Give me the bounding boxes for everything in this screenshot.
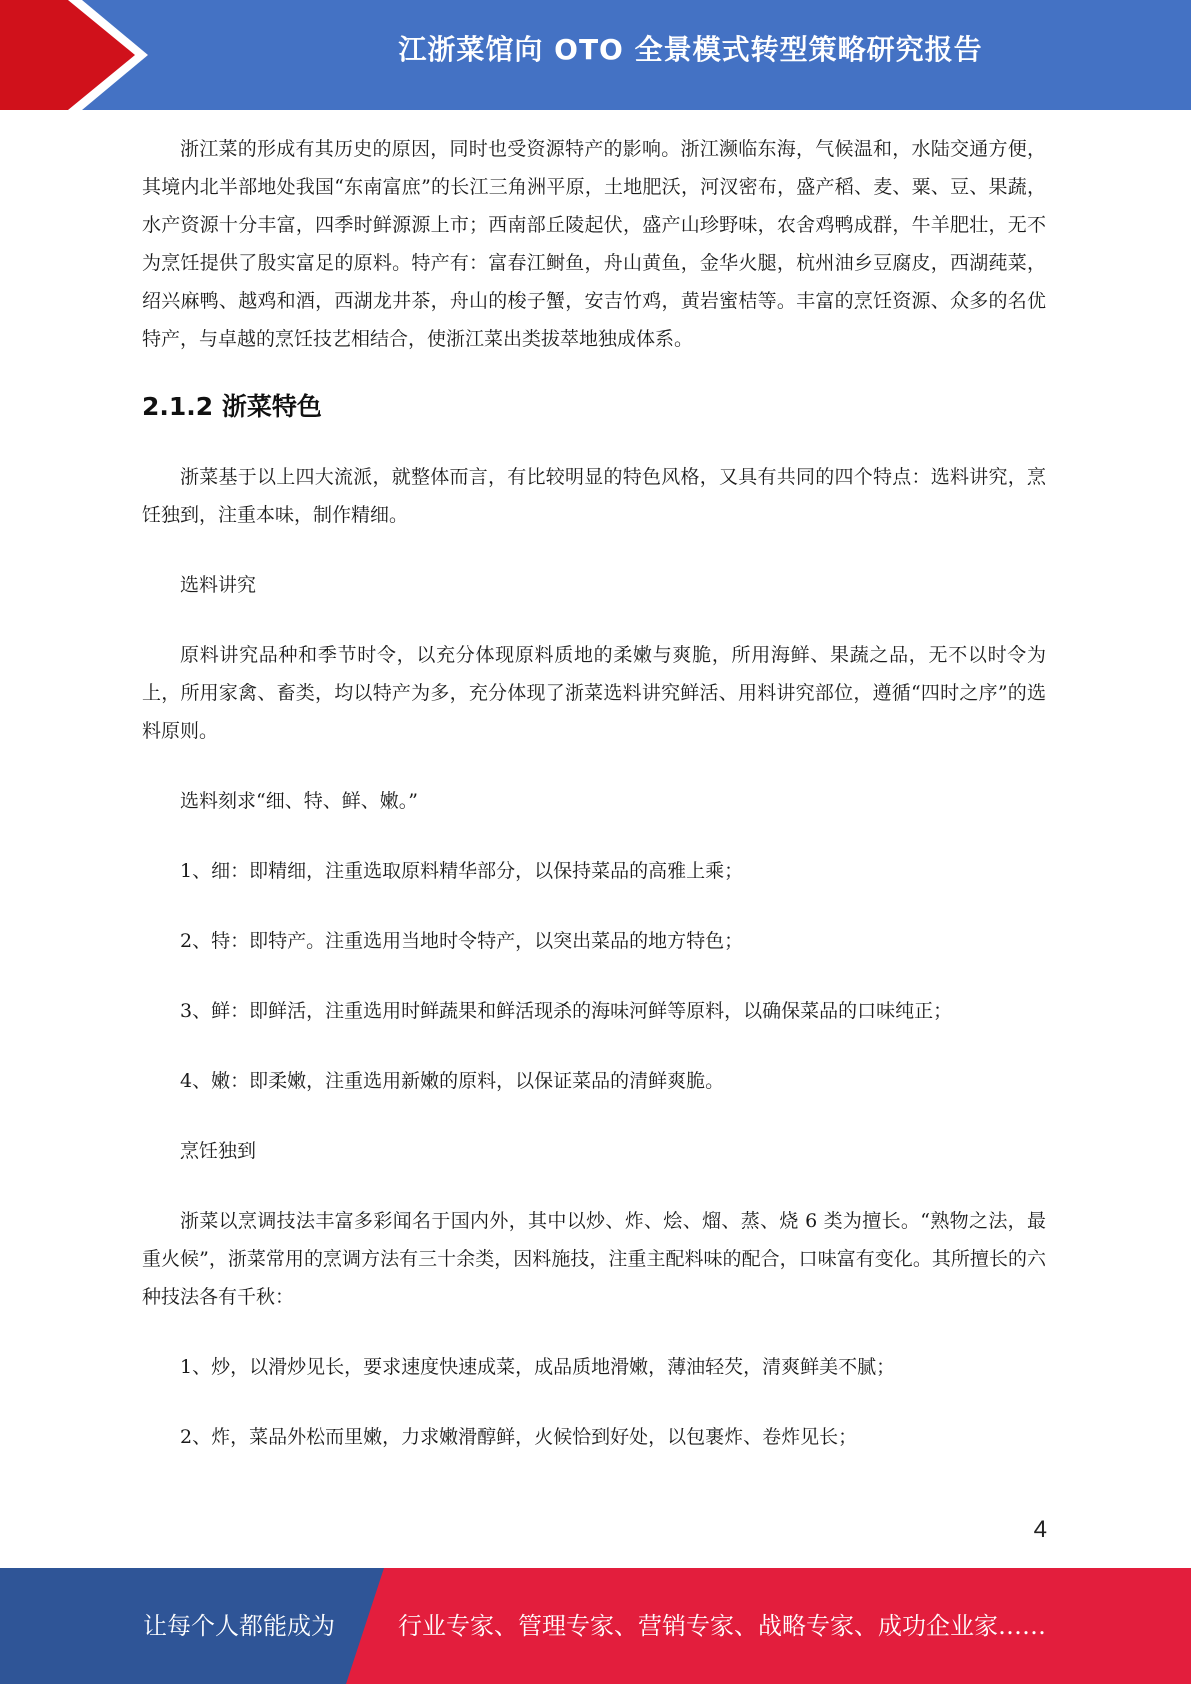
page-number: 4: [1033, 1516, 1047, 1543]
materials-point: 2、特：即特产。注重选用当地时令特产，以突出菜品的地方特色；: [180, 930, 744, 952]
materials-point: 3、鲜：即鲜活，注重选用时鲜蔬果和鲜活现杀的海味河鲜等原料，以确保菜品的口味纯正；: [180, 1000, 953, 1022]
footer-slogan-right: 行业专家、管理专家、营销专家、战略专家、成功企业家……: [398, 1612, 1046, 1640]
materials-point: 1、细：即精细，注重选取原料精华部分，以保持菜品的高雅上乘；: [180, 860, 744, 882]
page-header: [0, 0, 1191, 110]
materials-point: 4、嫩：即柔嫩，注重选用新嫩的原料，以保证菜品的清鲜爽脆。: [180, 1070, 725, 1092]
intro-paragraph: 浙江菜的形成有其历史的原因，同时也受资源特产的影响。浙江濒临东海，气候温和，水陆交通方便，其境内北半部地处我国“东南富庶”的长江三角洲平原，土地肥沃，河汊密布，盛产稻、麦、粟、豆、果蔬，水产资源十分丰富，四季时鲜源源上市；西南部丘陵起伏，盛产山珍野味，农舍鸡鸭成群，牛羊肥壮，无不为烹饪提供了殷实富足的原料。特产有：富春江鲥鱼，舟山黄鱼，金华火腿，杭州油乡豆腐皮，西湖莼菜，绍兴麻鸭、越鸡和酒，西湖龙井茶，舟山的梭子蟹，安吉竹鸡，黄岩蜜桔等。丰富的烹饪资源、众多的名优特产，与卓越的烹饪技艺相结合，使浙江菜出类拔萃地独成体系。: [142, 138, 1046, 350]
subheading-cooking: 烹饪独到: [180, 1140, 257, 1162]
section-heading: 2.1.2 浙菜特色: [142, 392, 322, 421]
materials-paragraph: 原料讲究品种和季节时令，以充分体现原料质地的柔嫩与爽脆，所用海鲜、果蔬之品，无不以时令为上，所用家禽、畜类，均以特产为多，充分体现了浙菜选料讲究鲜活、用料讲究部位，遵循“四时之序”的选料原则。: [142, 644, 1046, 742]
page-content: [142, 130, 1046, 1456]
subheading-materials: 选料讲究: [180, 574, 257, 596]
cooking-point: 1、炒，以滑炒见长，要求速度快速成菜，成品质地滑嫩，薄油轻芡，清爽鲜美不腻；: [180, 1356, 896, 1378]
features-paragraph: 浙菜基于以上四大流派，就整体而言，有比较明显的特色风格，又具有共同的四个特点：选料讲究，烹饪独到，注重本味，制作精细。: [142, 466, 1046, 526]
cooking-point: 2、炸，菜品外松而里嫩，力求嫩滑醇鲜，火候恰到好处，以包裹炸、卷炸见长；: [180, 1426, 858, 1448]
materials-principle: 选料刻求“细、特、鲜、嫩。”: [180, 790, 418, 812]
page-footer: [0, 1568, 1191, 1684]
footer-slogan-left: 让每个人都能成为: [143, 1612, 335, 1640]
cooking-paragraph: 浙菜以烹调技法丰富多彩闻名于国内外，其中以炒、炸、烩、熘、蒸、烧 6 类为擅长。“熟物之法，最重火候”，浙菜常用的烹调方法有三十余类，因料施技，注重主配料味的配合，口味富有变化。其所擅长的六种技法各有千秋：: [142, 1210, 1046, 1308]
report-title: 江浙菜馆向 OTO 全景模式转型策略研究报告: [398, 33, 983, 66]
